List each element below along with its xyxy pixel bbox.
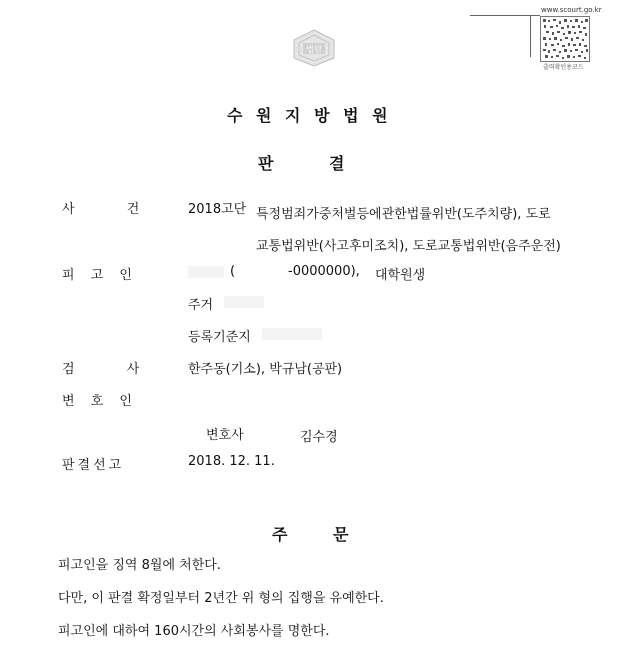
order-line-2: 다만, 이 판결 확정일부터 2년간 위 형의 집행을 유예한다. [58, 591, 384, 606]
defendant-label: 피 고 인 [62, 268, 132, 283]
order-line-1: 피고인을 징역 8월에 처한다. [58, 558, 221, 573]
court-name: 수 원 지 방 법 원 [227, 106, 390, 125]
defendant-occupation: 대학원생 [375, 268, 426, 283]
court-emblem-icon [290, 28, 338, 68]
qr-code [540, 16, 590, 62]
prosecutor-label: 검 사 [62, 362, 140, 377]
case-description-line1: 특정범죄가중처벌등에관한법률위반(도주치량), 도로 [256, 207, 551, 222]
order-heading: 주 문 [272, 525, 349, 544]
order-line-3: 피고인에 대하여 160시간의 사회봉사를 명한다. [58, 624, 330, 639]
defendant-id-number: -0000000), [288, 264, 360, 279]
qr-caption: 출력확인용코드 [543, 64, 584, 71]
corner-rule-vertical [530, 15, 531, 57]
qr-code-graphic [541, 17, 590, 62]
case-description-line2: 교통법위반(사고후미조치), 도로교통법위반(음주운전) [256, 239, 561, 254]
document-title: 판 결 [258, 154, 345, 173]
counsel-label: 변 호 인 [62, 394, 132, 409]
prosecutor-names: 한주동(기소), 박규남(공판) [188, 362, 343, 377]
case-label: 사 건 [62, 202, 140, 217]
redacted-address [224, 296, 264, 308]
counsel-name: 김수경 [300, 430, 338, 445]
qr-url: www.scourt.go.kr [541, 6, 602, 14]
redacted-registered-address [262, 328, 322, 340]
emblem-label: 법원 [306, 45, 322, 54]
defendant-registered-label: 등록기준지 [188, 330, 251, 345]
case-number: 2018고단 [188, 202, 247, 217]
counsel-role: 변호사 [206, 428, 244, 443]
defendant-id-open: ( [230, 264, 236, 279]
judgment-date-label: 판결선고 [62, 458, 125, 473]
judgment-date: 2018. 12. 11. [188, 454, 275, 469]
redacted-name [188, 266, 224, 278]
defendant-address-label: 주거 [188, 298, 214, 313]
